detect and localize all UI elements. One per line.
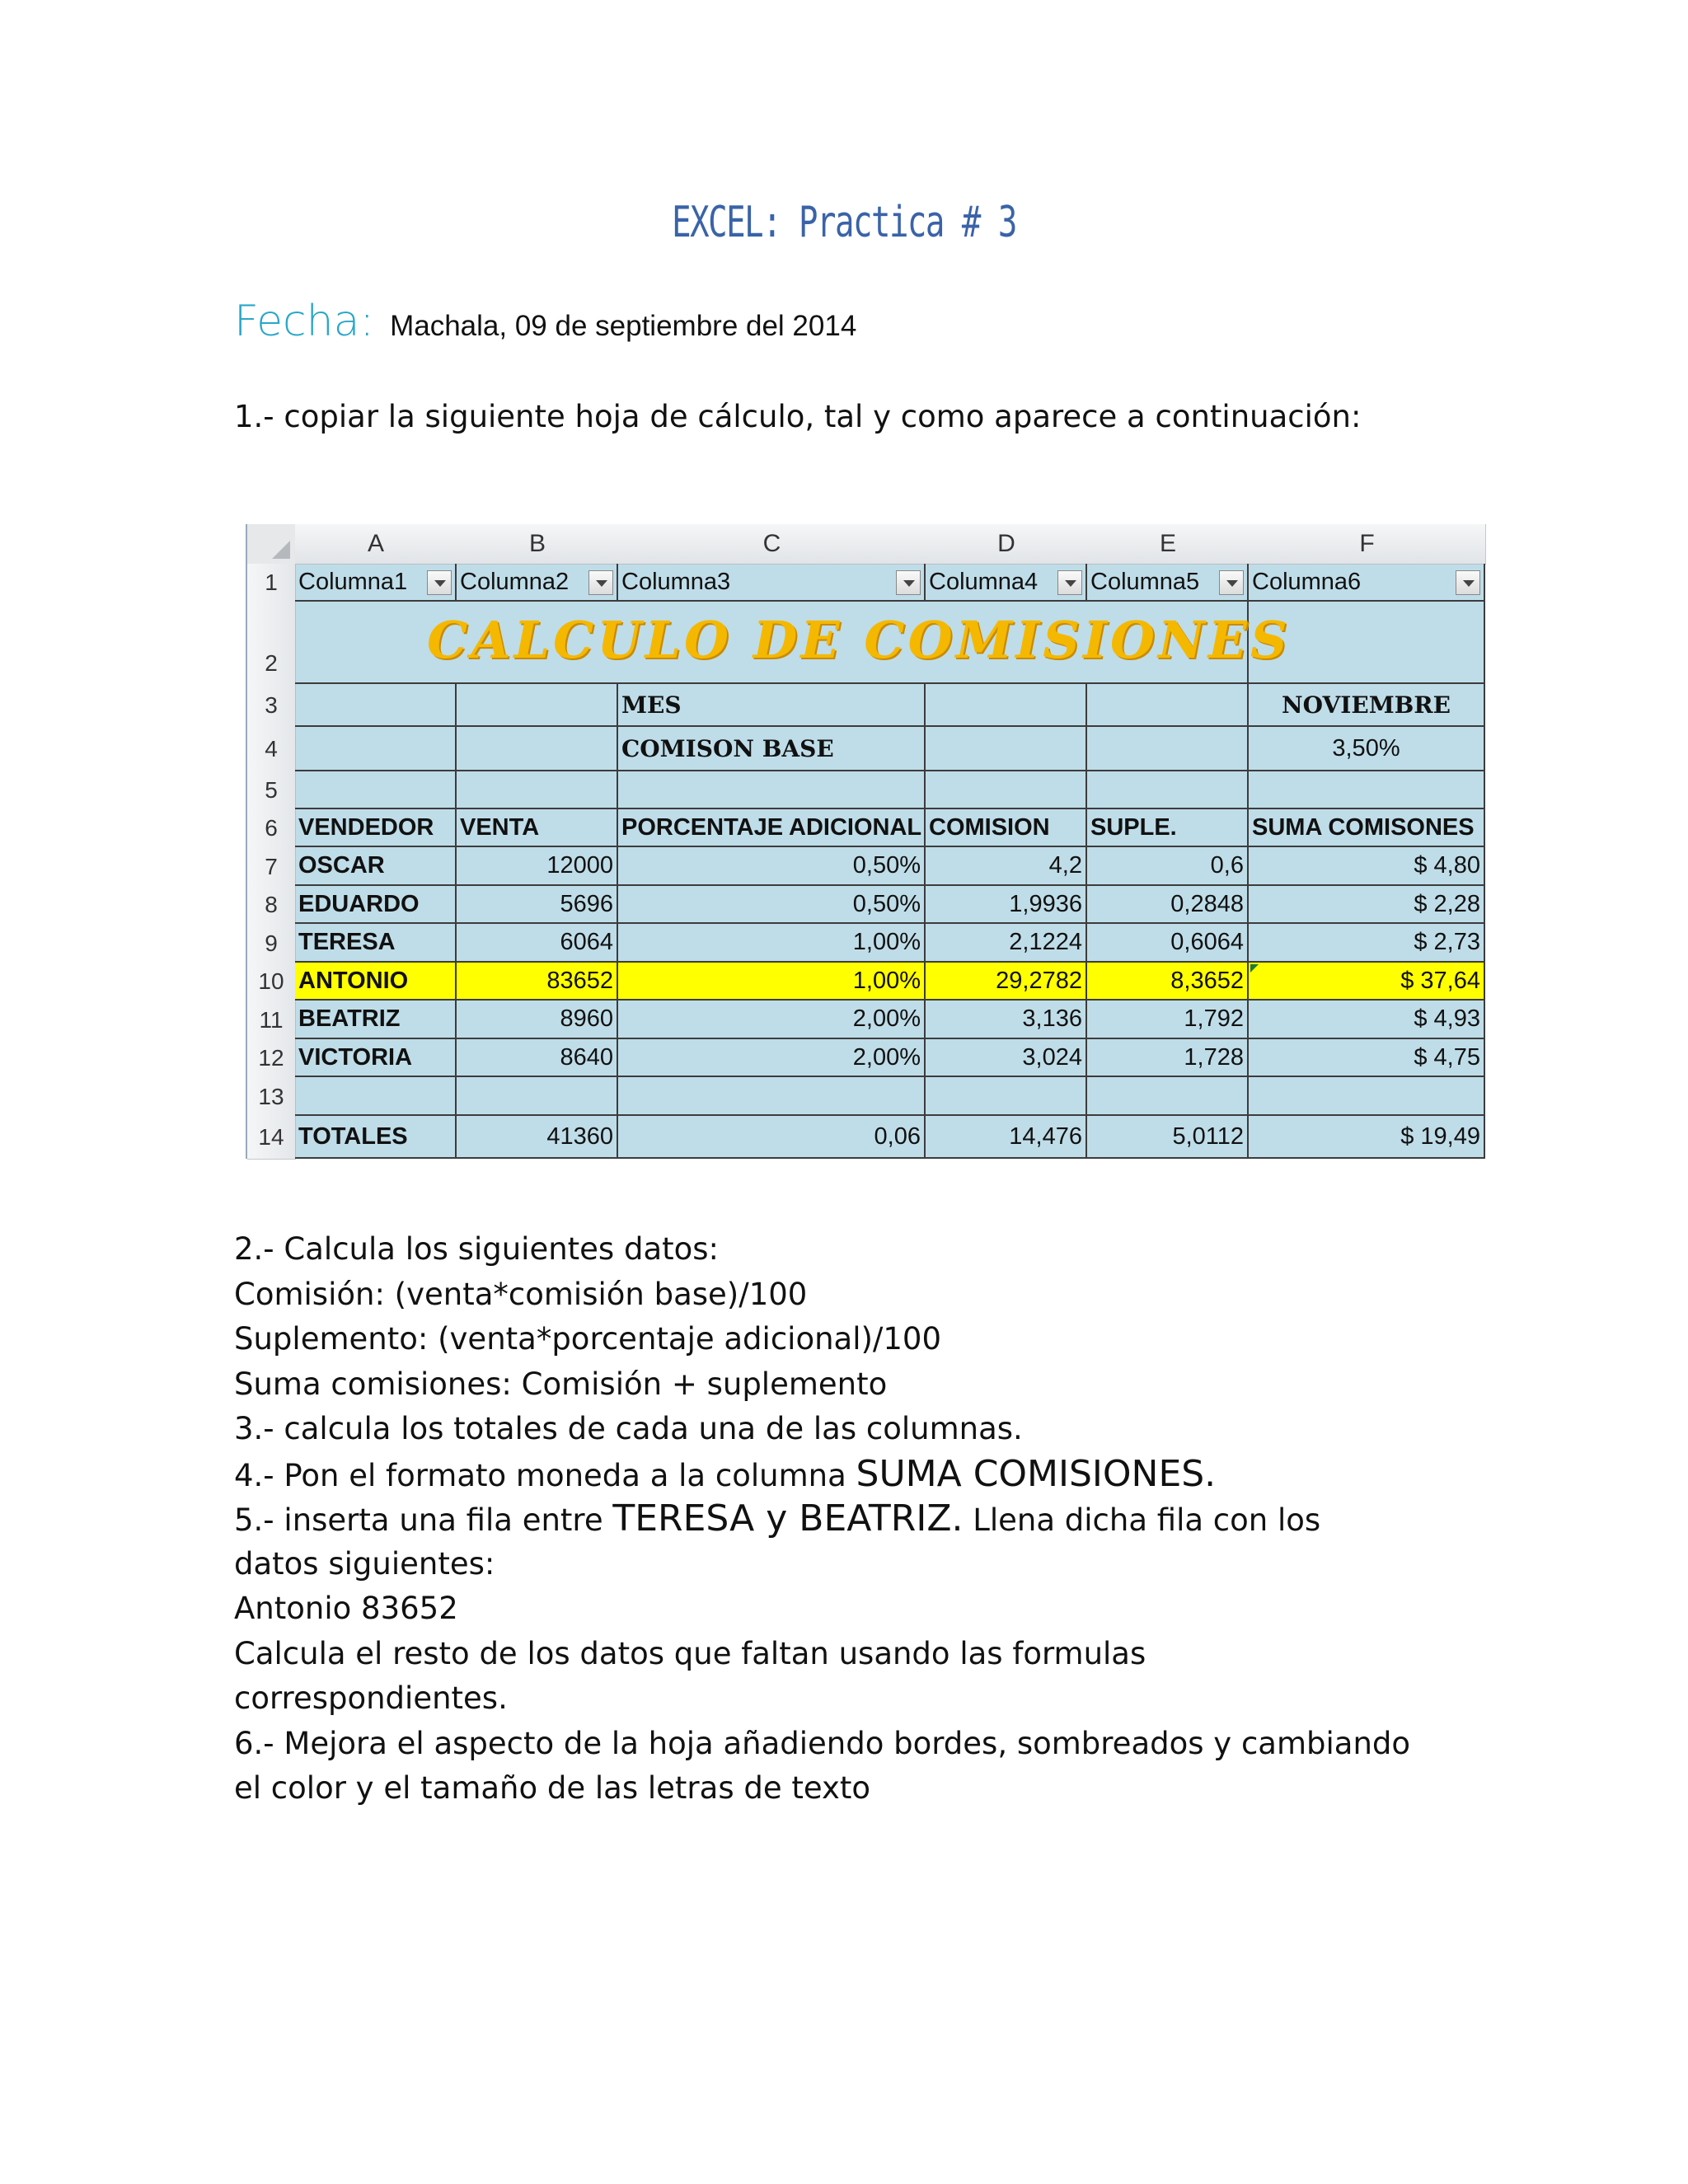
data-header-cell: PORCENTAJE ADICIONAL [618, 809, 926, 847]
venta-cell: 6064 [457, 924, 618, 963]
comision-cell: 1,9936 [926, 886, 1087, 924]
mes-value: NOVIEMBRE [1249, 684, 1485, 727]
row-header: 8 [247, 886, 296, 925]
table-header-label: Columna6 [1252, 568, 1362, 595]
date-line [234, 297, 856, 346]
suma-cell: $ 2,73 [1249, 924, 1485, 963]
suple-cell: 0,6 [1087, 847, 1249, 886]
column-header-d: D [926, 524, 1088, 565]
data-header-cell: VENTA [457, 809, 618, 847]
cell [295, 771, 457, 809]
row-header: 11 [247, 1001, 296, 1040]
row-header: 12 [247, 1039, 296, 1078]
row-header: 7 [247, 847, 296, 887]
row-header: 10 [247, 963, 296, 1001]
comision-base-value: 3,50% [1249, 727, 1485, 771]
row-header: 5 [247, 771, 296, 810]
porcentaje-cell: 1,00% [618, 963, 926, 1001]
table-header-label: Columna2 [460, 568, 570, 595]
cell [295, 727, 457, 771]
total-comision: 14,476 [926, 1116, 1087, 1159]
venta-cell: 8640 [457, 1039, 618, 1077]
cell [1087, 727, 1249, 771]
table-header-label: Columna4 [929, 568, 1039, 595]
cell [1087, 771, 1249, 809]
step-5-text-cont: Llena dicha fila con los [963, 1502, 1321, 1538]
cell [926, 1077, 1087, 1116]
total-porcentaje: 0,06 [618, 1116, 926, 1159]
venta-cell: 83652 [457, 963, 618, 1001]
column-header-a: A [295, 524, 457, 565]
suma-cell: $ 4,93 [1249, 1001, 1485, 1039]
vendedor-cell: ANTONIO [295, 963, 457, 1001]
column-header-f: F [1249, 524, 1486, 565]
suma-cell: $ 4,75 [1249, 1039, 1485, 1077]
cell [295, 1077, 457, 1116]
cell [926, 727, 1087, 771]
date-label: Fecha: [234, 297, 374, 346]
suple-cell: 0,6064 [1087, 924, 1249, 963]
row-header: 2 [247, 602, 296, 685]
table-header-label: Columna5 [1090, 568, 1200, 595]
data-header-cell: SUMA COMISONES [1249, 809, 1485, 847]
row-header: 9 [247, 924, 296, 963]
cell [618, 771, 926, 809]
row-header: 1 [247, 564, 296, 602]
vendedor-cell: EDUARDO [295, 886, 457, 924]
calcula-line-2: correspondientes. [234, 1680, 508, 1716]
step-5 [234, 1496, 1320, 1543]
formula-comision: Comisión: (venta*comisión base)/100 [234, 1277, 808, 1312]
suple-cell: 0,2848 [1087, 886, 1249, 924]
cell [295, 684, 457, 727]
filter-dropdown-icon[interactable] [1219, 570, 1244, 595]
step-6-line-2: el color y el tamaño de las letras de texto [234, 1770, 871, 1806]
suma-cell: $ 37,64 [1249, 963, 1485, 1001]
formula-suma: Suma comisiones: Comisión + suplemento [234, 1366, 888, 1402]
porcentaje-cell: 2,00% [618, 1001, 926, 1039]
venta-cell: 5696 [457, 886, 618, 924]
comision-cell: 4,2 [926, 847, 1087, 886]
page-title: EXCEL: Practica # 3 [672, 198, 1016, 247]
data-header-cell: COMISION [926, 809, 1087, 847]
totals-label: TOTALES [295, 1116, 457, 1159]
porcentaje-cell: 0,50% [618, 886, 926, 924]
data-header-cell: SUPLE. [1087, 809, 1249, 847]
row-header: 3 [247, 684, 296, 728]
antonio-data: Antonio 83652 [234, 1591, 458, 1626]
data-header-cell: VENDEDOR [295, 809, 457, 847]
total-suma: $ 19,49 [1249, 1116, 1485, 1159]
venta-cell: 8960 [457, 1001, 618, 1039]
row-header: 13 [247, 1077, 296, 1117]
cell [457, 771, 618, 809]
step-4-emphasis: SUMA COMISIONES. [856, 1453, 1217, 1495]
cell [926, 771, 1087, 809]
suple-cell: 8,3652 [1087, 963, 1249, 1001]
comision-cell: 3,136 [926, 1001, 1087, 1039]
table-header-label: Columna3 [621, 568, 731, 595]
porcentaje-cell: 0,50% [618, 847, 926, 886]
step-6: 6.- Mejora el aspecto de la hoja añadiendo bordes, sombreados y cambiando [234, 1726, 1411, 1761]
suma-cell: $ 2,28 [1249, 886, 1485, 924]
step-1: 1.- copiar la siguiente hoja de cálculo, tal y como aparece a continuación: [234, 399, 1362, 434]
cell [926, 684, 1087, 727]
filter-dropdown-icon[interactable] [896, 570, 921, 595]
table-header-label: Columna1 [298, 568, 408, 595]
filter-dropdown-icon[interactable] [588, 570, 613, 595]
column-header-b: B [457, 524, 619, 565]
step-3: 3.- calcula los totales de cada una de las columnas. [234, 1411, 1023, 1446]
cell [1249, 771, 1485, 809]
cell [1087, 1077, 1249, 1116]
filter-dropdown-icon[interactable] [427, 570, 452, 595]
suple-cell: 1,792 [1087, 1001, 1249, 1039]
vendedor-cell: BEATRIZ [295, 1001, 457, 1039]
row-header: 14 [247, 1116, 296, 1160]
row-header: 6 [247, 809, 296, 848]
cell [1249, 1077, 1485, 1116]
venta-cell: 12000 [457, 847, 618, 886]
filter-dropdown-icon[interactable] [1057, 570, 1082, 595]
comision-cell: 29,2782 [926, 963, 1087, 1001]
select-all-corner [247, 524, 296, 565]
filter-dropdown-icon[interactable] [1456, 570, 1480, 595]
step-4 [234, 1451, 1216, 1498]
banner-title: CALCULO DE COMISIONES [427, 610, 1291, 670]
step-5-line-2: datos siguientes: [234, 1546, 495, 1582]
column-header-c: C [618, 524, 926, 565]
row-header: 4 [247, 727, 296, 772]
vendedor-cell: TERESA [295, 924, 457, 963]
step-2: 2.- Calcula los siguientes datos: [234, 1231, 720, 1267]
step-5-emphasis: TERESA y BEATRIZ. [612, 1497, 964, 1540]
table-header-cell [618, 564, 926, 602]
cell [618, 1077, 926, 1116]
comision-base-label: COMISON BASE [618, 727, 926, 771]
comision-cell: 3,024 [926, 1039, 1087, 1077]
mes-label: MES [618, 684, 926, 727]
step-5-text: 5.- inserta una fila entre [234, 1502, 613, 1538]
suma-cell: $ 4,80 [1249, 847, 1485, 886]
step-4-text: 4.- Pon el formato moneda a la columna [234, 1458, 856, 1493]
spreadsheet [246, 524, 1485, 1159]
total-venta: 41360 [457, 1116, 618, 1159]
porcentaje-cell: 2,00% [618, 1039, 926, 1077]
vendedor-cell: VICTORIA [295, 1039, 457, 1077]
cell-comment-indicator [1250, 964, 1259, 972]
cell [457, 684, 618, 727]
porcentaje-cell: 1,00% [618, 924, 926, 963]
comision-cell: 2,1224 [926, 924, 1087, 963]
formula-suplemento: Suplemento: (venta*porcentaje adicional)/100 [234, 1321, 942, 1357]
vendedor-cell: OSCAR [295, 847, 457, 886]
cell [457, 727, 618, 771]
calcula-line-1: Calcula el resto de los datos que faltan usando las formulas [234, 1636, 1146, 1671]
total-suple: 5,0112 [1087, 1116, 1249, 1159]
suple-cell: 1,728 [1087, 1039, 1249, 1077]
column-header-e: E [1087, 524, 1250, 565]
date-value: Machala, 09 de septiembre del 2014 [390, 310, 857, 342]
cell [457, 1077, 618, 1116]
table-header-cell [1249, 564, 1485, 602]
cell [1087, 684, 1249, 727]
